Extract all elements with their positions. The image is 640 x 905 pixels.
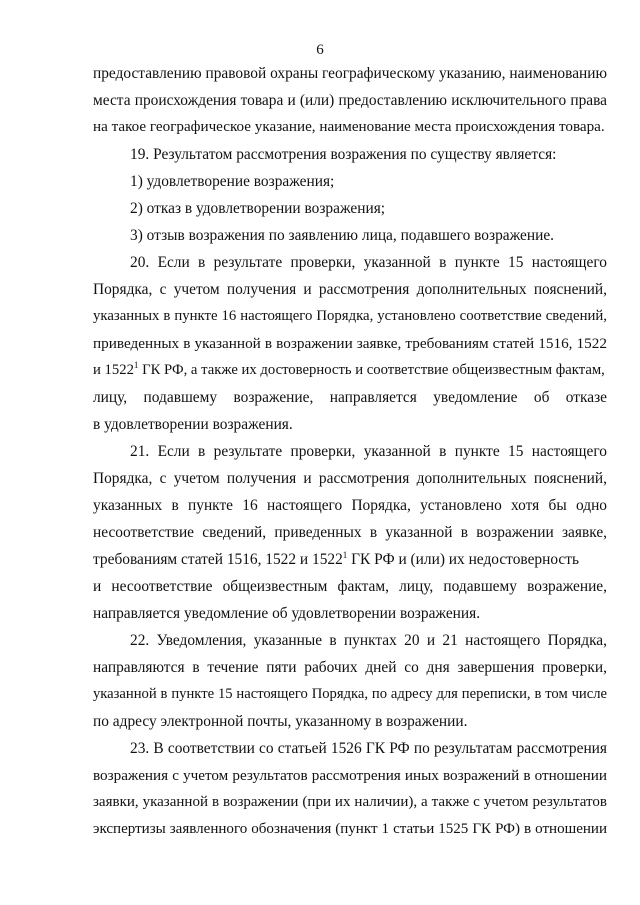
document-body xyxy=(93,60,607,843)
superscript: 1 xyxy=(342,550,348,560)
paragraph-23-line: экспертизы заявленного обозначения (пункт 1 статьи 1525 ГК РФ) в отношении xyxy=(93,821,607,837)
paragraph-21-line: несоответствие сведений, приведенных в указанной в возражении заявке, xyxy=(93,524,607,541)
paragraph-20-line: Порядка, с учетом получения и рассмотрения дополнительных пояснений, xyxy=(93,281,607,298)
paragraph-20-line: в удовлетворении возражения. xyxy=(93,416,293,433)
page-number: 6 xyxy=(316,42,324,58)
paragraph-22-line: по адресу электронной почты, указанному в возражении. xyxy=(93,713,468,730)
paragraph-20-line: приведенных в указанной в возражении заявке, требованиям статей 1516, 1522 xyxy=(93,335,607,352)
paragraph-21-line: и несоответствие общеизвестным фактам, лицу, подавшему возражение, xyxy=(93,578,607,595)
list-item: 1) удовлетворение возражения; xyxy=(130,173,335,190)
paragraph-23-line: 23. В соответствии со статьей 1526 ГК РФ по результатам рассмотрения xyxy=(130,740,607,757)
paragraph-22-line: направляются в течение пяти рабочих дней со дня завершения проверки, xyxy=(93,659,607,676)
paragraph-22-line: 22. Уведомления, указанные в пунктах 20 и 21 настоящего Порядка, xyxy=(130,632,607,649)
list-item: 3) отзыв возражения по заявлению лица, подавшего возражение. xyxy=(130,227,555,244)
text-fragment: и 1522 xyxy=(93,362,134,378)
paragraph-20-line: указанных в пункте 16 настоящего Порядка, установлено соответствие сведений, xyxy=(93,308,607,324)
paragraph-19-heading: 19. Результатом рассмотрения возражения по существу является: xyxy=(130,146,557,163)
paragraph-23-line: возражения с учетом результатов рассмотрения иных возражений в отношении xyxy=(93,767,607,784)
paragraph-20-line xyxy=(93,357,607,384)
paragraph-23-line: заявки, указанной в возражении (при их наличии), а также с учетом результатов xyxy=(93,794,607,810)
list-item: 2) отказ в удовлетворении возражения; xyxy=(130,200,386,217)
paragraph-21-line xyxy=(93,546,607,573)
paragraph-21-line: 21. Если в результате проверки, указанной в пункте 15 настоящего xyxy=(130,443,607,460)
text-line: на такое географическое указание, наименование места происхождения товара. xyxy=(93,119,605,135)
text-fragment: ГК РФ и (или) их недостоверность xyxy=(347,551,579,568)
paragraph-21-line: указанных в пункте 16 настоящего Порядка, установлено хотя бы одно xyxy=(93,497,607,514)
text-fragment: ГК РФ, а также их достоверность и соответствие общеизвестным фактам, xyxy=(138,362,605,378)
text-fragment: требованиям статей 1516, 1522 и 1522 xyxy=(93,551,343,568)
text-line: предоставлению правовой охраны географическому указанию, наименованию xyxy=(93,65,607,82)
paragraph-22-line: указанной в пункте 15 настоящего Порядка, по адресу для переписки, в том числе xyxy=(93,686,607,702)
paragraph-20-line: 20. Если в результате проверки, указанной в пункте 15 настоящего xyxy=(130,254,607,271)
superscript: 1 xyxy=(133,360,139,370)
paragraph-21-line: направляется уведомление об удовлетворении возражения. xyxy=(93,605,481,622)
paragraph-20-line: лицу, подавшему возражение, направляется уведомление об отказе xyxy=(93,389,607,406)
text-line: места происхождения товара и (или) предоставлению исключительного права xyxy=(93,92,607,109)
paragraph-21-line: Порядка, с учетом получения и рассмотрения дополнительных пояснений, xyxy=(93,470,607,487)
